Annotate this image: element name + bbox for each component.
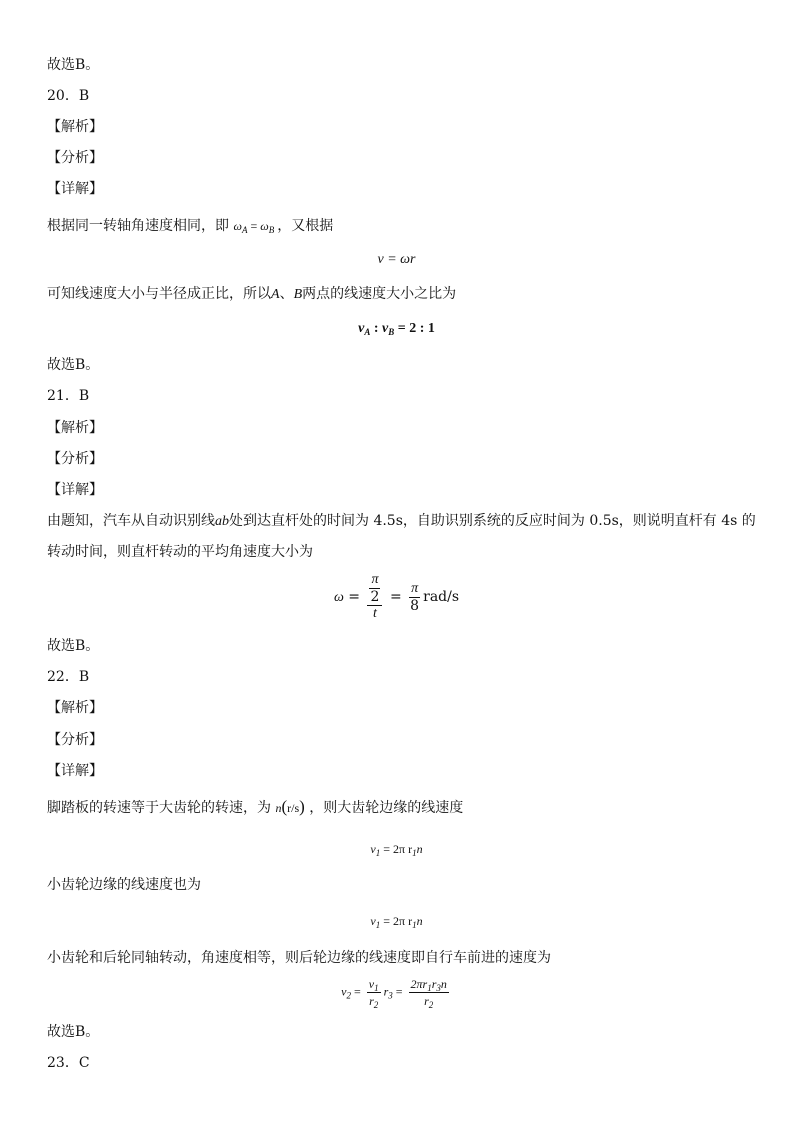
fraction: $\frac{v_1}{r_2}$ [368, 977, 379, 1010]
text-line: 小齿轮和后轮同轴转动，角速度相等，则后轮边缘的线速度即自行车前进的速度为 [47, 950, 551, 966]
text-line: 可知线速度大小与半径成正比，所以A、B两点的线速度大小之比为 [47, 286, 457, 302]
section-heading: 【详解】 [47, 181, 103, 197]
section-heading: 【分析】 [47, 451, 103, 467]
text-line: 转动时间，则直杆转动的平均角速度大小为 [47, 544, 313, 560]
text-line: 故选B。 [47, 638, 100, 654]
display-formula: $v_A$ : $v_B = 2$ : 1 [358, 321, 435, 337]
question-number: 20．B [47, 88, 90, 104]
text-line: 小齿轮边缘的线速度也为 [47, 877, 201, 893]
display-formula: v = ωr [377, 252, 416, 267]
text-line: 脚踏板的转速等于大齿轮的转速，为 n(r/s) ，则大齿轮边缘的线速度 [47, 797, 464, 816]
question-number: 22．B [47, 669, 90, 685]
display-formula: ω = $\frac{\frac{\pi}{2}}{t}$ = $\frac{\pi}{8}$ rad/s [333, 572, 460, 621]
fraction: $\frac{2\pi r_1r_3n}{r_2}$ [410, 977, 447, 1010]
section-heading: 【解析】 [47, 119, 103, 135]
inline-formula: n(r/s) [275, 797, 305, 816]
fraction: $\frac{\pi}{8}$ [410, 580, 420, 614]
text-line: 由题知，汽车从自动识别线ab处到达直杆处的时间为 4.5s，自助识别系统的反应时间为 0.5s，则说明直杆有 4s 的 [47, 513, 756, 529]
section-heading: 【解析】 [47, 420, 103, 436]
display-formula: $v_2$ = $\frac{v_1}{r_2}$ $r_3$ = $\frac{2\pi r_1r_3n}{r_2}$ [341, 977, 447, 1010]
fraction: $\frac{\frac{\pi}{2}}{t}$ [367, 572, 382, 622]
question-number: 21．B [47, 388, 90, 404]
inline-formula: $\omega_A = \omega_B$ [233, 219, 275, 235]
display-formula: $v_1 = 2\pi$ $r_1n$ [370, 842, 423, 858]
question-number: 23．C [47, 1055, 90, 1071]
section-heading: 【分析】 [47, 150, 103, 166]
section-heading: 【分析】 [47, 732, 103, 748]
section-heading: 【详解】 [47, 482, 103, 498]
text-line: 故选B。 [47, 357, 100, 373]
text-line: 根据同一转轴角速度相同，即 $\omega_A = \omega_B$ ，又根据 [47, 218, 334, 235]
text-line: 故选B。 [47, 1024, 100, 1040]
section-heading: 【详解】 [47, 763, 103, 779]
text-line: 故选B。 [47, 57, 100, 73]
display-formula: $v_1 = 2\pi$ $r_1n$ [370, 914, 423, 930]
section-heading: 【解析】 [47, 700, 103, 716]
